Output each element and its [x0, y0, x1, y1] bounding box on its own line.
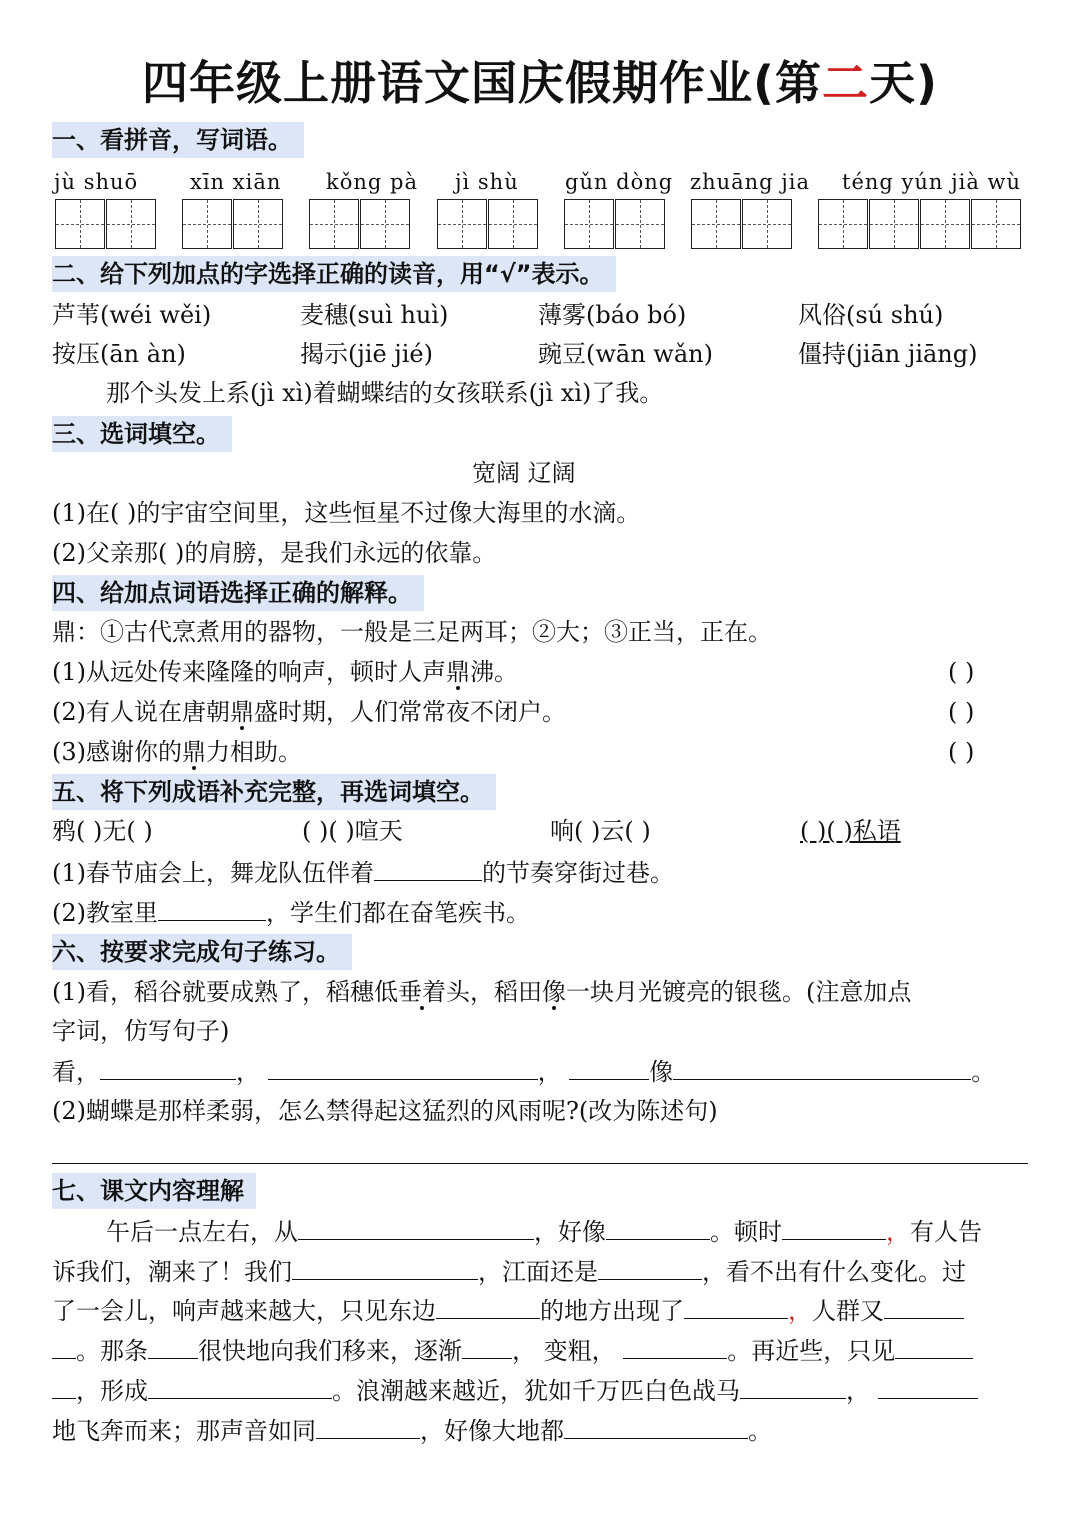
- blank[interactable]: [623, 1332, 727, 1359]
- blank[interactable]: [316, 1412, 420, 1439]
- passage-line-3: 了一会儿，响声越来越大，只见东边 的地方出现了 ，人群又: [52, 1292, 964, 1329]
- blank[interactable]: [52, 1332, 76, 1359]
- blank[interactable]: [782, 1213, 886, 1240]
- answer-paren-2[interactable]: ( ): [948, 698, 975, 726]
- reading-item-2: 麦穗(suì huì): [300, 301, 449, 329]
- reading-item-3: 薄雾(báo bó): [538, 301, 687, 329]
- blank[interactable]: [292, 1253, 478, 1280]
- definition-line: 鼎：①古代烹煮用的器物，一般是三足两耳；②大；③正当，正在。: [52, 618, 772, 646]
- blank[interactable]: [884, 1292, 964, 1319]
- section-6-header: 六、按要求完成句子练习。: [52, 934, 352, 970]
- blank[interactable]: [148, 1332, 198, 1359]
- idiom-4: ( )( )私语: [800, 817, 901, 845]
- pinyin-7: téng yún jià wù: [842, 170, 1022, 194]
- reading-item-5: 按压(ān àn): [52, 340, 186, 368]
- word-choices: 宽阔 辽阔: [472, 459, 576, 487]
- idiom-1: 鸦( )无( ): [52, 817, 153, 845]
- pinyin-1: jù shuō: [54, 170, 139, 194]
- passage-line-1: 午后一点左右，从 ，好像 。顿时 ，有人告: [106, 1213, 982, 1250]
- reading-item-6: 揭示(jiē jié): [300, 340, 433, 368]
- answer-line[interactable]: [52, 1163, 1028, 1164]
- blank[interactable]: [598, 1253, 702, 1280]
- page-title: 四年级上册语文国庆假期作业(第二天): [141, 56, 939, 110]
- pinyin-4: jì shù: [455, 170, 519, 194]
- section-2-header: 二、给下列加点的字选择正确的读音，用“√”表示。: [52, 256, 616, 292]
- sentence-question-1: (1)看，稻谷就要成熟了，稻穗低垂着头，稻田像一块月光镀亮的银毯。(注意加点: [52, 978, 912, 1006]
- blank[interactable]: [268, 1053, 538, 1080]
- fill-question-1: (1)在( )的宇宙空间里，这些恒星不过像大海里的水滴。: [52, 499, 641, 527]
- writing-grid-6[interactable]: [691, 199, 793, 249]
- writing-grid-3[interactable]: [309, 199, 411, 249]
- meaning-question-2: (2)有人说在唐朝鼎盛时期，人们常常夜不闭户。: [52, 698, 566, 726]
- meaning-question-1: (1)从远处传来隆隆的响声，顿时人声鼎沸。: [52, 658, 518, 686]
- passage-line-5: ，形成 。浪潮越来越近，犹如千万匹白色战马 ，: [52, 1372, 978, 1409]
- fill-question-2: (2)父亲那( )的肩膀，是我们永远的依靠。: [52, 539, 497, 567]
- writing-grid-7[interactable]: [818, 199, 1022, 249]
- title-day-number: 二: [822, 56, 869, 110]
- section-3-header: 三、选词填空。: [52, 416, 232, 452]
- reading-item-7: 豌豆(wān wǎn): [538, 340, 713, 368]
- passage-line-6: 地飞奔而来；那声音如同 ，好像大地都 。: [52, 1412, 772, 1449]
- sentence-question-2: (2)蝴蝶是那样柔弱，怎么禁得起这猛烈的风雨呢?(改为陈述句): [52, 1097, 718, 1125]
- blank[interactable]: [52, 1372, 76, 1399]
- blank[interactable]: [564, 1412, 748, 1439]
- writing-grid-5[interactable]: [564, 199, 666, 249]
- section-5-header: 五、将下列成语补充完整，再选词填空。: [52, 774, 496, 810]
- blank[interactable]: [569, 1053, 649, 1080]
- blank[interactable]: [895, 1332, 973, 1359]
- blank[interactable]: [298, 1213, 534, 1240]
- reading-item-4: 风俗(sú shú): [798, 301, 944, 329]
- imitation-fill-line: 看， ， ， 像 。: [52, 1053, 995, 1090]
- blank[interactable]: [684, 1292, 788, 1319]
- answer-paren-1[interactable]: ( ): [948, 658, 975, 686]
- section-1-header: 一、看拼音，写词语。: [52, 122, 304, 158]
- blank[interactable]: [462, 1332, 512, 1359]
- writing-grid-4[interactable]: [437, 199, 539, 249]
- idiom-question-2: (2)教室里 ，学生们都在奋笔疾书。: [52, 894, 530, 931]
- idiom-question-1: (1)春节庙会上，舞龙队伍伴着 的节奏穿街过巷。: [52, 854, 674, 891]
- idiom-2: ( )( )喧天: [302, 817, 403, 845]
- idiom-3: 响( )云( ): [550, 817, 651, 845]
- writing-grid-2[interactable]: [182, 199, 284, 249]
- blank[interactable]: [673, 1053, 971, 1080]
- meaning-question-3: (3)感谢你的鼎力相助。: [52, 738, 302, 766]
- blank[interactable]: [740, 1372, 846, 1399]
- pinyin-2: xīn xiān: [190, 170, 282, 194]
- answer-paren-3[interactable]: ( ): [948, 738, 975, 766]
- writing-grid-1[interactable]: [55, 199, 157, 249]
- pinyin-5: gǔn dòng: [565, 170, 674, 194]
- section-4-header: 四、给加点词语选择正确的解释。: [52, 575, 424, 611]
- blank[interactable]: [148, 1372, 332, 1399]
- blank[interactable]: [158, 894, 266, 921]
- reading-sentence: 那个头发上系(jì xì)着蝴蝶结的女孩联系(jì xì)了我。: [106, 379, 664, 407]
- pinyin-3: kǒng pà: [326, 170, 418, 194]
- section-7-header: 七、课文内容理解: [52, 1173, 256, 1209]
- blank[interactable]: [606, 1213, 710, 1240]
- pinyin-6: zhuāng jia: [690, 170, 811, 194]
- blank[interactable]: [100, 1053, 236, 1080]
- blank[interactable]: [374, 854, 482, 881]
- reading-item-1: 芦苇(wéi wěi): [52, 301, 212, 329]
- reading-item-8: 僵持(jiān jiāng): [798, 340, 978, 368]
- passage-line-4: 。那条 很快地向我们移来，逐渐 ， 变粗， 。再近些，只见: [52, 1332, 973, 1369]
- blank[interactable]: [878, 1372, 978, 1399]
- passage-line-2: 诉我们，潮来了！我们 ，江面还是 ，看不出有什么变化。过: [52, 1253, 966, 1290]
- blank[interactable]: [436, 1292, 540, 1319]
- sentence-question-1-cont: 字词，仿写句子): [52, 1017, 230, 1045]
